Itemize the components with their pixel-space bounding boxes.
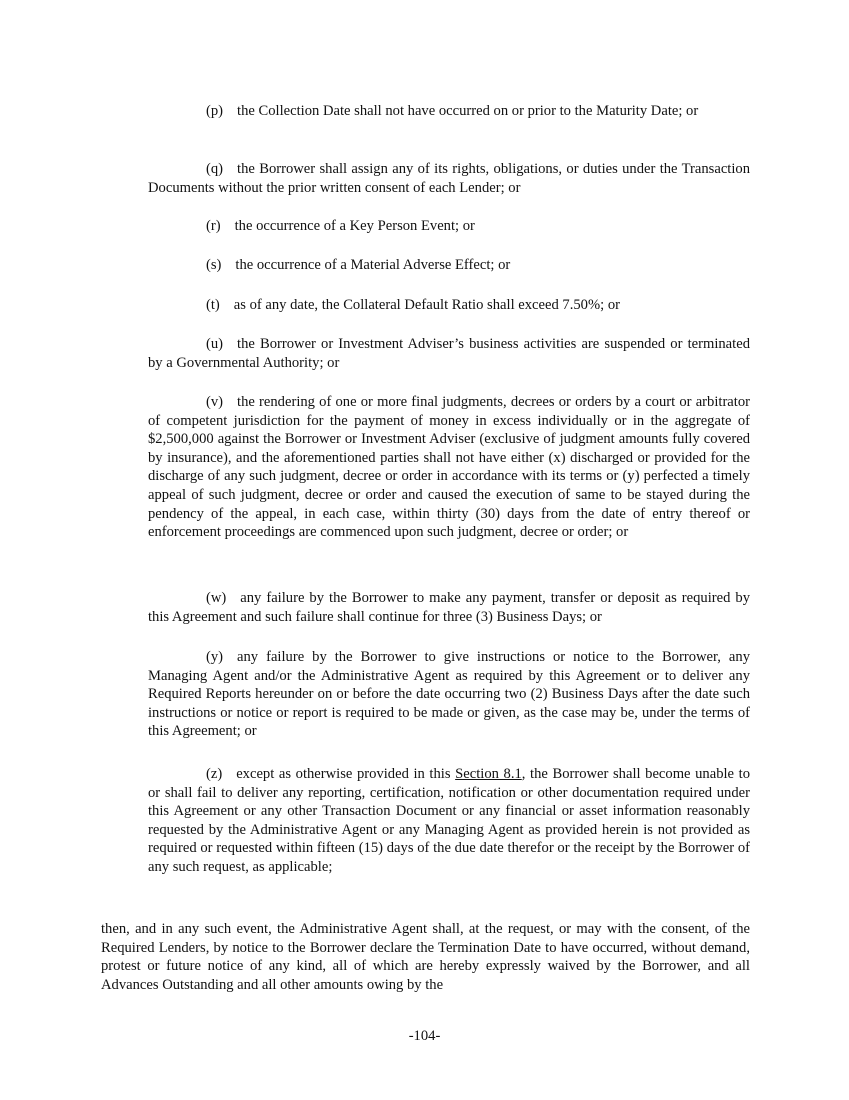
- clause-q: [148, 160, 750, 197]
- clause-z: [148, 765, 750, 877]
- clause-text: as of any date, the Collateral Default Ratio shall exceed 7.50%; or: [233, 297, 620, 313]
- clause-y: [148, 648, 750, 741]
- clause-r: [148, 217, 750, 236]
- clause-text: the rendering of one or more final judgments, decrees or orders by a court or arbitrator of competent jurisdiction for the payment of money in excess individually or in the aggregate of $2,500,000 against the Borrower or Investment Adviser (exclusive of judgment amounts fully covered by insurance), and the aforementioned parties shall not have either (x) discharged or provided for the discharge of any such judgment, decree or order in accordance with its terms or (y) perfected a timely appeal of such judgment, decree or order and caused the execution of same to be stayed during the pendency of the appeal, in each case, within thirty (30) days from the date of entry thereof or enforcement proceedings are commenced upon such judgment, decree or order; or: [148, 394, 750, 541]
- clause-text: the Borrower shall assign any of its rights, obligations, or duties under the Transaction Documents without the prior written consent of each Lender; or: [148, 161, 750, 196]
- clause-label: (u): [206, 336, 224, 352]
- clause-label: (w): [206, 590, 227, 606]
- clause-text-before: except as otherwise provided in this: [236, 766, 456, 782]
- clause-w: [148, 589, 750, 626]
- clause-label: (v): [206, 394, 224, 410]
- clause-text: the occurrence of a Key Person Event; or: [234, 218, 475, 234]
- clause-text: the Borrower or Investment Adviser’s business activities are suspended or terminated by a Governmental Authority; or: [148, 336, 750, 371]
- clause-v: [148, 393, 750, 542]
- clause-label: (q): [206, 161, 224, 177]
- clause-label: (t): [206, 297, 220, 313]
- clause-s: [148, 256, 750, 275]
- clause-u: [148, 335, 750, 372]
- clause-text-after: , the Borrower shall become unable to or shall fail to deliver any reporting, certification, notification or other documentation required under this Agreement or any other Transaction Document or any financial or asset information reasonably requested by the Administrative Agent or any Managing Agent as provided herein is not provided as required or requested within fifteen (15) days of the due date therefor or the receipt by the Borrower of any such request, as applicable;: [148, 766, 750, 875]
- clause-text: the Collection Date shall not have occurred on or prior to the Maturity Date; or: [237, 103, 699, 119]
- clause-label: (y): [206, 649, 224, 665]
- clause-label: (r): [206, 218, 221, 234]
- section-reference-link[interactable]: Section 8.1: [455, 766, 522, 782]
- clause-text: the occurrence of a Material Adverse Effect; or: [235, 257, 511, 273]
- clause-label: (z): [206, 766, 223, 782]
- clause-text: any failure by the Borrower to give instructions or notice to the Borrower, any Managing Agent and/or the Administrative Agent as required by this Agreement or to deliver any Required Reports hereunder on or before the date occurring two (2) Business Days after the date such instructions or notice or report is required to be made or given, as the case may be, under the terms of this Agreement; or: [148, 649, 750, 740]
- clause-label: (s): [206, 257, 222, 273]
- page-number: -104-: [408, 1028, 441, 1044]
- concluding-paragraph: then, and in any such event, the Administrative Agent shall, at the request, or may with the consent, of the Required Lenders, by notice to the Borrower declare the Termination Date to have occurred, without demand, protest or future notice of any kind, all of which are hereby expressly waived by the Borrower, and all Advances Outstanding and all other amounts owing by the: [101, 921, 750, 993]
- clause-text: any failure by the Borrower to make any payment, transfer or deposit as required by this Agreement and such failure shall continue for three (3) Business Days; or: [148, 590, 750, 625]
- clause-label: (p): [206, 103, 224, 119]
- clause-p: [148, 102, 750, 121]
- clause-t: [148, 296, 750, 315]
